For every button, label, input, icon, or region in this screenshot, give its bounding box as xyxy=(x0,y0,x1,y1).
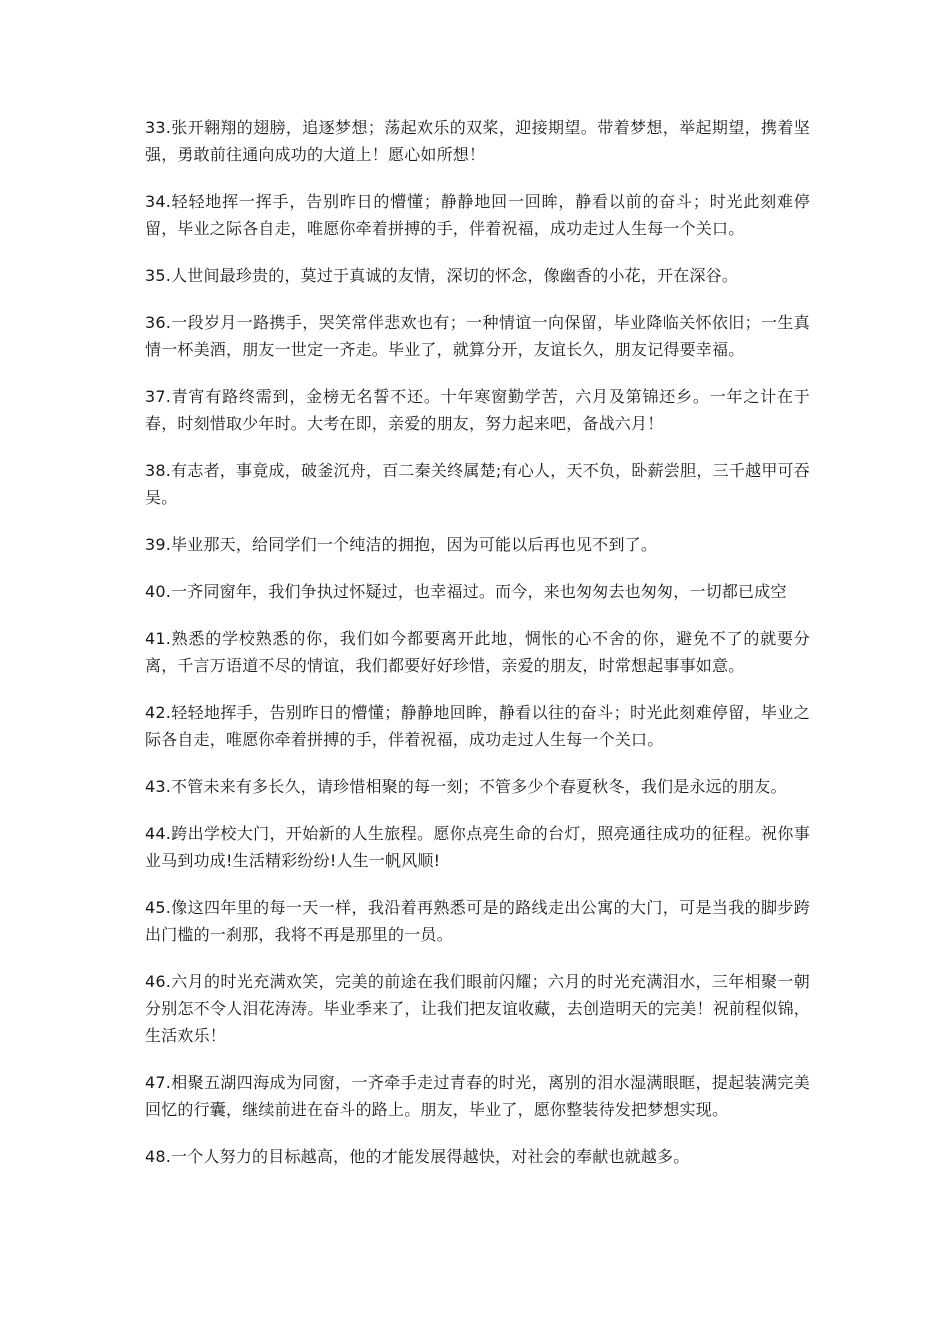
paragraph-41: 41.熟悉的学校熟悉的你，我们如今都要离开此地，惆怅的心不舍的你，避免不了的就要分离，千言万语道不尽的情谊，我们都要好好珍惜，亲爱的朋友，时常想起事事如意。 xyxy=(145,629,810,675)
paragraph-45: 45.像这四年里的每一天一样，我沿着再熟悉可是的路线走出公寓的大门，可是当我的脚步跨出门槛的一刹那，我将不再是那里的一员。 xyxy=(145,898,810,944)
paragraph-44: 44.跨出学校大门，开始新的人生旅程。愿你点亮生命的台灯，照亮通往成功的征程。祝你事业马到功成!生活精彩纷纷!人生一帆风顺! xyxy=(145,824,810,870)
paragraph-37: 37.青宵有路终需到，金榜无名誓不还。十年寒窗勤学苦，六月及第锦还乡。一年之计在于春，时刻惜取少年时。大考在即，亲爱的朋友，努力起来吧，备战六月！ xyxy=(145,387,810,433)
paragraph-34: 34.轻轻地挥一挥手，告别昨日的懵懂；静静地回一回眸，静看以前的奋斗；时光此刻难停留，毕业之际各自走，唯愿你牵着拼搏的手，伴着祝福，成功走过人生每一个关口。 xyxy=(145,192,810,238)
paragraph-40: 40.一齐同窗年，我们争执过怀疑过，也幸福过。而今，来也匆匆去也匆匆，一切都已成空 xyxy=(145,582,787,601)
paragraph-48: 48.一个人努力的目标越高，他的才能发展得越快，对社会的奉献也就越多。 xyxy=(145,1147,690,1166)
paragraph-43: 43.不管未来有多长久，请珍惜相聚的每一刻；不管多少个春夏秋冬，我们是永远的朋友。 xyxy=(145,777,787,796)
paragraph-39: 39.毕业那天，给同学们一个纯洁的拥抱，因为可能以后再也见不到了。 xyxy=(145,535,658,554)
paragraph-42: 42.轻轻地挥手，告别昨日的懵懂；静静地回眸，静看以往的奋斗；时光此刻难停留，毕业之际各自走，唯愿你牵着拼搏的手，伴着祝福，成功走过人生每一个关口。 xyxy=(145,703,810,749)
document-body xyxy=(145,114,810,1190)
paragraph-46: 46.六月的时光充满欢笑，完美的前途在我们眼前闪耀；六月的时光充满泪水，三年相聚一朝分别怎不令人泪花涛涛。毕业季来了，让我们把友谊收藏，去创造明天的完美！祝前程似锦，生活欢乐！ xyxy=(145,972,810,1045)
paragraph-38: 38.有志者，事竟成，破釜沉舟，百二秦关终属楚;有心人，天不负，卧薪尝胆，三千越甲可吞吴。 xyxy=(145,461,810,507)
paragraph-36: 36.一段岁月一路携手，哭笑常伴悲欢也有；一种情谊一向保留，毕业降临关怀依旧；一生真情一杯美酒，朋友一世定一齐走。毕业了，就算分开，友谊长久，朋友记得要幸福。 xyxy=(145,313,810,359)
paragraph-33: 33.张开翱翔的翅膀，追逐梦想；荡起欢乐的双桨，迎接期望。带着梦想，举起期望，携着坚强，勇敢前往通向成功的大道上！愿心如所想！ xyxy=(145,118,810,164)
paragraph-47: 47.相聚五湖四海成为同窗，一齐牵手走过青春的时光，离别的泪水湿满眼眶，提起装满完美回忆的行囊，继续前进在奋斗的路上。朋友，毕业了，愿你整装待发把梦想实现。 xyxy=(145,1073,810,1119)
paragraph-35: 35.人世间最珍贵的，莫过于真诚的友情，深切的怀念，像幽香的小花，开在深谷。 xyxy=(145,266,739,285)
